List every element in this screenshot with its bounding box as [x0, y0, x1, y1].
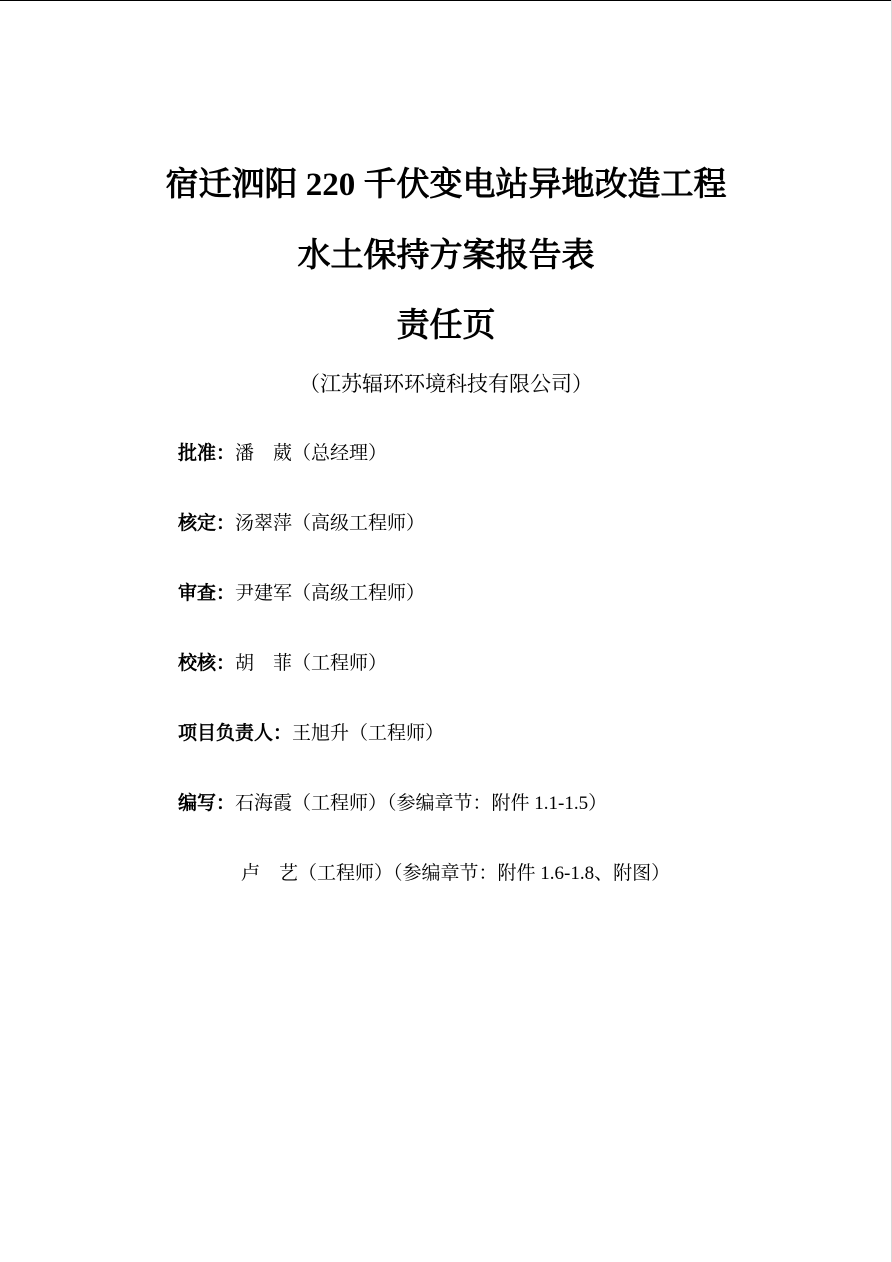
role-check-value: 胡 菲（工程师）: [235, 653, 388, 674]
document-title-line1: 宿迁泗阳 220 千伏变电站异地改造工程: [165, 167, 727, 203]
role-check-row: [178, 651, 387, 677]
role-leader-label: 项目负责人：: [178, 723, 293, 744]
role-approve-value: 潘 葳（总经理）: [235, 443, 388, 464]
page-top-border: [0, 0, 892, 1]
role-leader-value: 王旭升（工程师）: [292, 723, 445, 744]
role-writer-row: [178, 791, 607, 817]
company-name: （江苏辐环环境科技有限公司）: [299, 372, 593, 396]
role-writer-label: 编写：: [178, 793, 236, 814]
role-verify-row: [178, 511, 425, 537]
role-review-row: [178, 581, 425, 607]
role-leader-row: [178, 721, 444, 747]
role-writer-row-2: [241, 861, 670, 887]
role-verify-label: 核定：: [178, 513, 236, 534]
role-check-label: 校核：: [178, 653, 236, 674]
role-writer-value-2: 卢 艺（工程师）（参编章节：附件 1.6-1.8、附图）: [241, 863, 671, 884]
role-approve-row: [178, 441, 387, 467]
role-review-value: 尹建军（高级工程师）: [235, 583, 426, 604]
role-verify-value: 汤翠萍（高级工程师）: [235, 513, 426, 534]
document-title-line3: 责任页: [396, 308, 496, 344]
role-approve-label: 批准：: [178, 443, 236, 464]
role-writer-value-1: 石海霞（工程师）（参编章节：附件 1.1-1.5）: [235, 793, 608, 814]
role-review-label: 审查：: [178, 583, 236, 604]
document-title-line2: 水土保持方案报告表: [297, 238, 595, 274]
